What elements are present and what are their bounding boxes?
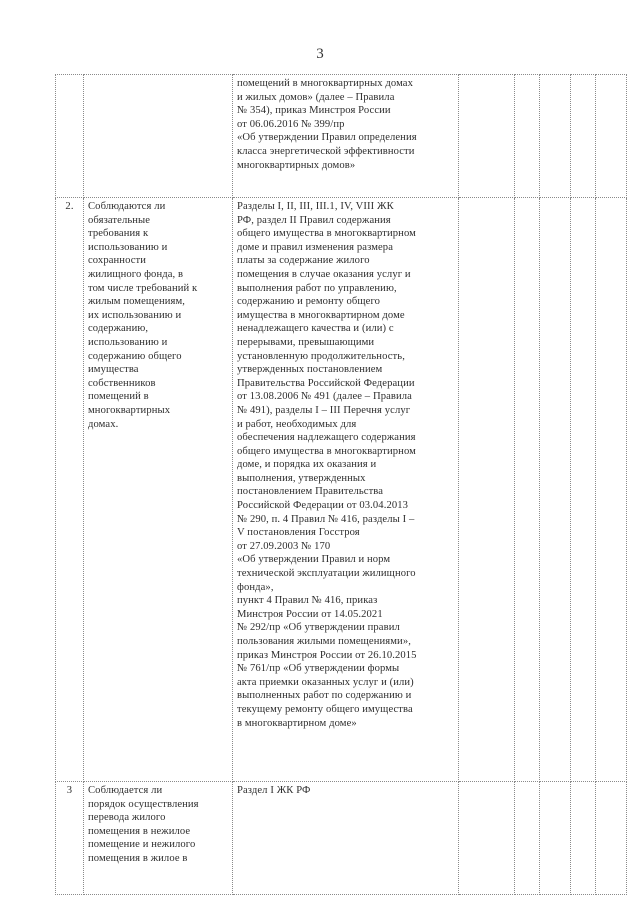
question-line: сохранности bbox=[88, 255, 147, 267]
question-line: жилым помещениям, bbox=[88, 296, 186, 308]
question-cell bbox=[84, 198, 233, 782]
reference-line: № 290, п. 4 Правил № 416, разделы I – bbox=[237, 513, 415, 525]
question-cell bbox=[84, 782, 233, 895]
reference-line: содержанию и ремонту общего bbox=[237, 296, 381, 308]
answer-cell bbox=[459, 75, 515, 198]
reference-line: в многоквартирном доме» bbox=[237, 717, 357, 729]
reference-line: ненадлежащего качества и (или) с bbox=[237, 323, 394, 335]
question-line: требования к bbox=[88, 228, 149, 240]
table-row bbox=[56, 198, 627, 782]
answer-cell bbox=[540, 75, 571, 198]
question-line: Соблюдается ли bbox=[88, 785, 163, 796]
reference-line: перерывами, превышающими bbox=[237, 336, 375, 348]
question-line: домах. bbox=[88, 418, 119, 430]
answer-cell bbox=[596, 198, 627, 782]
reference-line: выполненных работ по содержанию и bbox=[237, 690, 412, 702]
question-line: содержанию, bbox=[88, 323, 149, 335]
answer-cell bbox=[596, 75, 627, 198]
reference-cell bbox=[233, 75, 459, 198]
question-cell bbox=[84, 75, 233, 198]
question-line: имущества bbox=[88, 364, 139, 376]
reference-line: платы за содержание жилого bbox=[237, 255, 370, 267]
table-row bbox=[56, 782, 627, 895]
reference-line: Правительства Российской Федерации bbox=[237, 377, 415, 389]
question-line: помещения в жилое в bbox=[88, 852, 188, 864]
reference-line: помещения в случае оказания услуг и bbox=[237, 268, 411, 280]
question-line: помещения в нежилое bbox=[88, 825, 191, 837]
reference-line: № 491), разделы I – III Перечня услуг bbox=[237, 404, 411, 416]
reference-line: утвержденных постановлением bbox=[237, 364, 383, 376]
question-line: многоквартирных bbox=[88, 404, 171, 416]
reference-line: обеспечения надлежащего содержания bbox=[237, 432, 416, 444]
reference-line: № 761/пр «Об утверждении формы bbox=[237, 663, 400, 675]
reference-line: доме, и порядка их оказания и bbox=[237, 459, 377, 471]
question-line: перевода жилого bbox=[88, 812, 166, 824]
row-number-cell bbox=[56, 198, 84, 782]
row-number-cell bbox=[56, 782, 84, 895]
page-number: 3 bbox=[316, 46, 324, 62]
checklist-table bbox=[55, 74, 627, 895]
answer-cell bbox=[596, 782, 627, 895]
question-line: содержанию общего bbox=[88, 350, 182, 362]
question-line: использованию и bbox=[88, 241, 168, 253]
table-body bbox=[56, 75, 627, 895]
question-line: порядок осуществления bbox=[88, 798, 199, 810]
reference-line: Российской Федерации от 03.04.2013 bbox=[237, 500, 409, 512]
question-line: обязательные bbox=[88, 214, 151, 226]
reference-line: технической эксплуатации жилищного bbox=[237, 568, 416, 580]
reference-line: от 27.09.2003 № 170 bbox=[237, 540, 331, 552]
reference-cell bbox=[233, 198, 459, 782]
reference-line: и работ, необходимых для bbox=[237, 418, 357, 430]
answer-cell bbox=[571, 198, 596, 782]
reference-line: фонда», bbox=[237, 581, 274, 593]
question-line: Соблюдаются ли bbox=[88, 201, 166, 212]
reference-line: «Об утверждении Правил определения bbox=[237, 132, 417, 144]
answer-cell bbox=[571, 75, 596, 198]
reference-line: Минстроя России от 14.05.2021 bbox=[237, 608, 383, 620]
reference-line: класса энергетической эффективности bbox=[237, 145, 415, 157]
question-line: том числе требований к bbox=[88, 282, 198, 294]
table-row bbox=[56, 75, 627, 198]
reference-line: выполнения работ по управлению, bbox=[237, 282, 397, 294]
question-line: жилищного фонда, в bbox=[88, 268, 184, 280]
row-number: 3 bbox=[66, 785, 73, 796]
reference-line: № 292/пр «Об утверждении правил bbox=[237, 622, 400, 634]
question-line: использованию и bbox=[88, 336, 168, 348]
reference-line: РФ, раздел II Правил содержания bbox=[237, 214, 391, 226]
answer-cell bbox=[459, 198, 515, 782]
reference-line: «Об утверждении Правил и норм bbox=[237, 554, 391, 566]
reference-line: пункт 4 Правил № 416, приказ bbox=[237, 595, 378, 607]
reference-line: № 354), приказ Минстроя России bbox=[237, 105, 391, 117]
question-line: собственников bbox=[88, 377, 156, 389]
answer-cell bbox=[540, 198, 571, 782]
reference-cell bbox=[233, 782, 459, 895]
reference-line: имущества в многоквартирном доме bbox=[237, 309, 405, 321]
reference-line: акта приемки оказанных услуг и (или) bbox=[237, 676, 414, 688]
reference-line: доме и правил изменения размера bbox=[237, 241, 394, 253]
question-line: их использованию и bbox=[88, 309, 182, 321]
reference-line: установленную продолжительность, bbox=[237, 350, 405, 362]
reference-line: постановлением Правительства bbox=[237, 486, 384, 498]
reference-line: многоквартирных домов» bbox=[237, 159, 356, 171]
question-line: помещений в bbox=[88, 391, 149, 403]
answer-cell bbox=[515, 782, 540, 895]
reference-line: помещений в многоквартирных домах bbox=[237, 78, 413, 89]
row-number: 2. bbox=[65, 201, 74, 212]
reference-line: Разделы I, II, III, III.1, IV, VIII ЖК bbox=[237, 201, 394, 212]
reference-line: выполнения, утвержденных bbox=[237, 472, 366, 484]
reference-line: приказ Минстроя России от 26.10.2015 bbox=[237, 649, 417, 661]
reference-line: общего имущества в многоквартирном bbox=[237, 445, 416, 457]
reference-line: V постановления Госстроя bbox=[237, 527, 360, 539]
answer-cell bbox=[571, 782, 596, 895]
answer-cell bbox=[515, 198, 540, 782]
reference-line: текущему ремонту общего имущества bbox=[237, 703, 413, 715]
reference-line: пользования жилыми помещениями», bbox=[237, 636, 411, 647]
answer-cell bbox=[540, 782, 571, 895]
row-number-cell bbox=[56, 75, 84, 198]
reference-line: Раздел I ЖК РФ bbox=[237, 785, 311, 796]
reference-line: от 13.08.2006 № 491 (далее – Правила bbox=[237, 391, 412, 403]
reference-line: от 06.06.2016 № 399/пр bbox=[237, 118, 345, 130]
reference-line: общего имущества в многоквартирном bbox=[237, 228, 416, 240]
reference-line: и жилых домов» (далее – Правила bbox=[237, 91, 395, 103]
answer-cell bbox=[459, 782, 515, 895]
answer-cell bbox=[515, 75, 540, 198]
question-line: помещение и нежилого bbox=[88, 839, 196, 851]
